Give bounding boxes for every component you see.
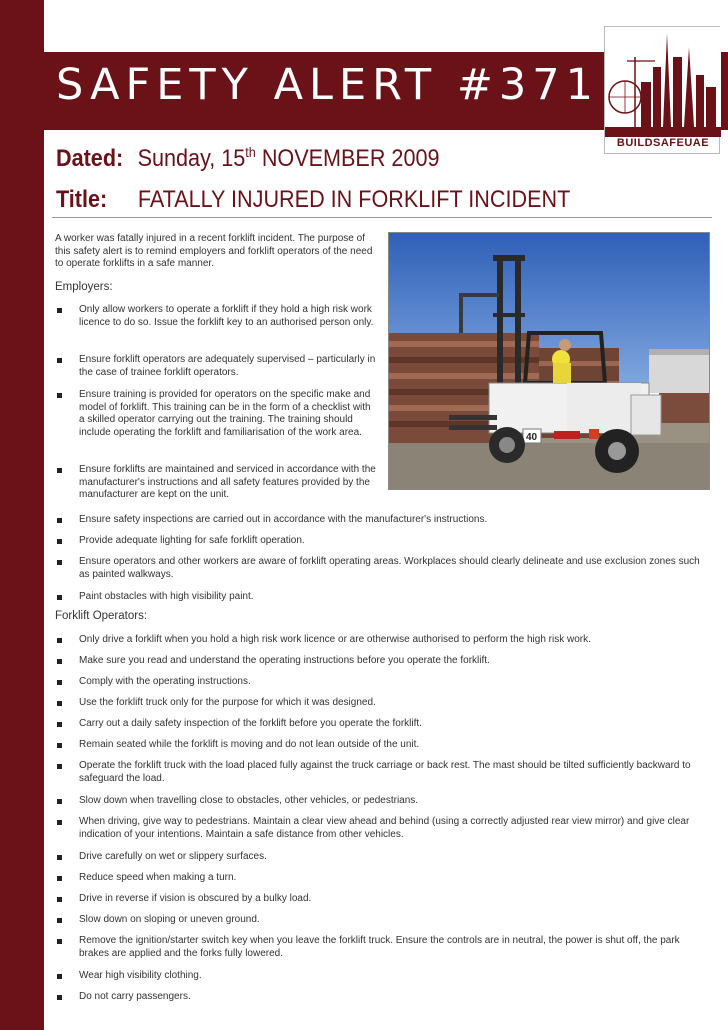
- list-item: Slow down on sloping or uneven ground.: [55, 914, 710, 927]
- list-item: Drive carefully on wet or slippery surfaces.: [55, 851, 710, 864]
- bullet-icon: [57, 358, 62, 363]
- bullet-icon: [57, 918, 62, 923]
- bullet-icon: [57, 659, 62, 664]
- buildsafe-logo: [604, 26, 720, 154]
- employers-heading: Employers:: [55, 281, 113, 293]
- bullet-icon: [57, 701, 62, 706]
- bullet-icon: [57, 595, 62, 600]
- bullet-icon: [57, 518, 62, 523]
- list-item: Remove the ignition/starter switch key when you leave the forklift truck. Ensure the controls are in neutral, the power is shut off, the park brakes are applied and the forks fully lowered.: [55, 935, 710, 960]
- skyline-icon: [605, 27, 721, 137]
- bullet-icon: [57, 638, 62, 643]
- list-item: Only drive a forklift when you hold a high risk work licence or are otherwise authorised to perform the high risk work.: [55, 634, 710, 647]
- list-item: Drive in reverse if vision is obscured by a bulky load.: [55, 893, 710, 906]
- bullet-icon: [57, 799, 62, 804]
- bullet-icon: [57, 974, 62, 979]
- title-row: [56, 186, 570, 214]
- dated-value: [138, 145, 440, 172]
- list-item: Wear high visibility clothing.: [55, 970, 710, 983]
- list-item: Use the forklift truck only for the purpose for which it was designed.: [55, 697, 710, 710]
- logo-text: BUILDSAFEUAE: [616, 137, 710, 149]
- list-item: When driving, give way to pedestrians. Maintain a clear view ahead and behind (using a correctly adjusted rear view mirror) and give clear indication of your intentions. Maintain a safe distance from other vehicles.: [55, 816, 710, 841]
- bullet-icon: [57, 468, 62, 473]
- list-item: Ensure operators and other workers are aware of forklift operating areas. Workplaces should clearly delineate and use exclusion zones such as painted walkways.: [55, 556, 710, 581]
- dated-month-year: NOVEMBER 2009: [255, 145, 440, 172]
- bullet-icon: [57, 995, 62, 1000]
- bullet-icon: [57, 820, 62, 825]
- page-title: SAFETY ALERT #371: [56, 60, 599, 110]
- forklift-number: 40: [526, 432, 538, 443]
- list-item: Only allow workers to operate a forklift if they hold a high risk work licence to do so. Issue the forklift key to an authorised person only.: [55, 304, 377, 329]
- list-item: Paint obstacles with high visibility paint.: [55, 591, 710, 604]
- bullet-icon: [57, 680, 62, 685]
- bullet-icon: [57, 308, 62, 313]
- list-item: Comply with the operating instructions.: [55, 676, 710, 689]
- alert-title: FATALLY INJURED IN FORKLIFT INCIDENT: [137, 186, 571, 213]
- bullet-icon: [57, 939, 62, 944]
- intro-paragraph: A worker was fatally injured in a recent forklift incident. The purpose of this safety alert is to remind employers and forklift operators of the need to operate forklifts in a safe manner.: [55, 233, 373, 270]
- bullet-icon: [57, 560, 62, 565]
- forklift-photo: [388, 232, 710, 490]
- list-item: Make sure you read and understand the operating instructions before you operate the forklift.: [55, 655, 710, 668]
- list-item: Carry out a daily safety inspection of the forklift before you operate the forklift.: [55, 718, 710, 731]
- dated-day: Sunday, 15: [137, 145, 246, 172]
- dated-label: Dated:: [56, 145, 124, 172]
- list-item: Reduce speed when making a turn.: [55, 872, 710, 885]
- list-item: Slow down when travelling close to obstacles, other vehicles, or pedestrians.: [55, 795, 710, 808]
- list-item: Ensure safety inspections are carried out in accordance with the manufacturer's instructions.: [55, 514, 710, 527]
- dated-row: [56, 145, 439, 173]
- list-item: Ensure forklifts are maintained and serviced in accordance with the manufacturer's instructions and all safety features provided by the manufacturer are kept on the unit.: [55, 464, 377, 502]
- list-item: Remain seated while the forklift is moving and do not lean outside of the unit.: [55, 739, 710, 752]
- left-accent-bar: [0, 0, 44, 1030]
- list-item: Ensure training is provided for operators on the specific make and model of forklift. This training can be in the form of a checklist with a skilled operator carrying out the training. The training should include operating the forklift and familiarisation of the work area.: [55, 389, 377, 439]
- bullet-icon: [57, 897, 62, 902]
- divider: [52, 217, 712, 218]
- list-item: Do not carry passengers.: [55, 991, 710, 1004]
- bullet-icon: [57, 539, 62, 544]
- bullet-icon: [57, 764, 62, 769]
- bullet-icon: [57, 743, 62, 748]
- list-item: Operate the forklift truck with the load placed fully against the truck carriage or back rest. The mast should be tilted sufficiently backward to safeguard the load.: [55, 760, 710, 785]
- operators-heading: Forklift Operators:: [55, 610, 148, 622]
- bullet-icon: [57, 722, 62, 727]
- dated-ordinal: th: [245, 144, 256, 160]
- bullet-icon: [57, 855, 62, 860]
- list-item: Provide adequate lighting for safe forklift operation.: [55, 535, 710, 548]
- title-label: Title:: [56, 186, 108, 213]
- bullet-icon: [57, 876, 62, 881]
- list-item: Ensure forklift operators are adequately supervised – particularly in the case of trainee forklift operators.: [55, 354, 377, 379]
- forklift-illustration: [389, 233, 710, 490]
- bullet-icon: [57, 393, 62, 398]
